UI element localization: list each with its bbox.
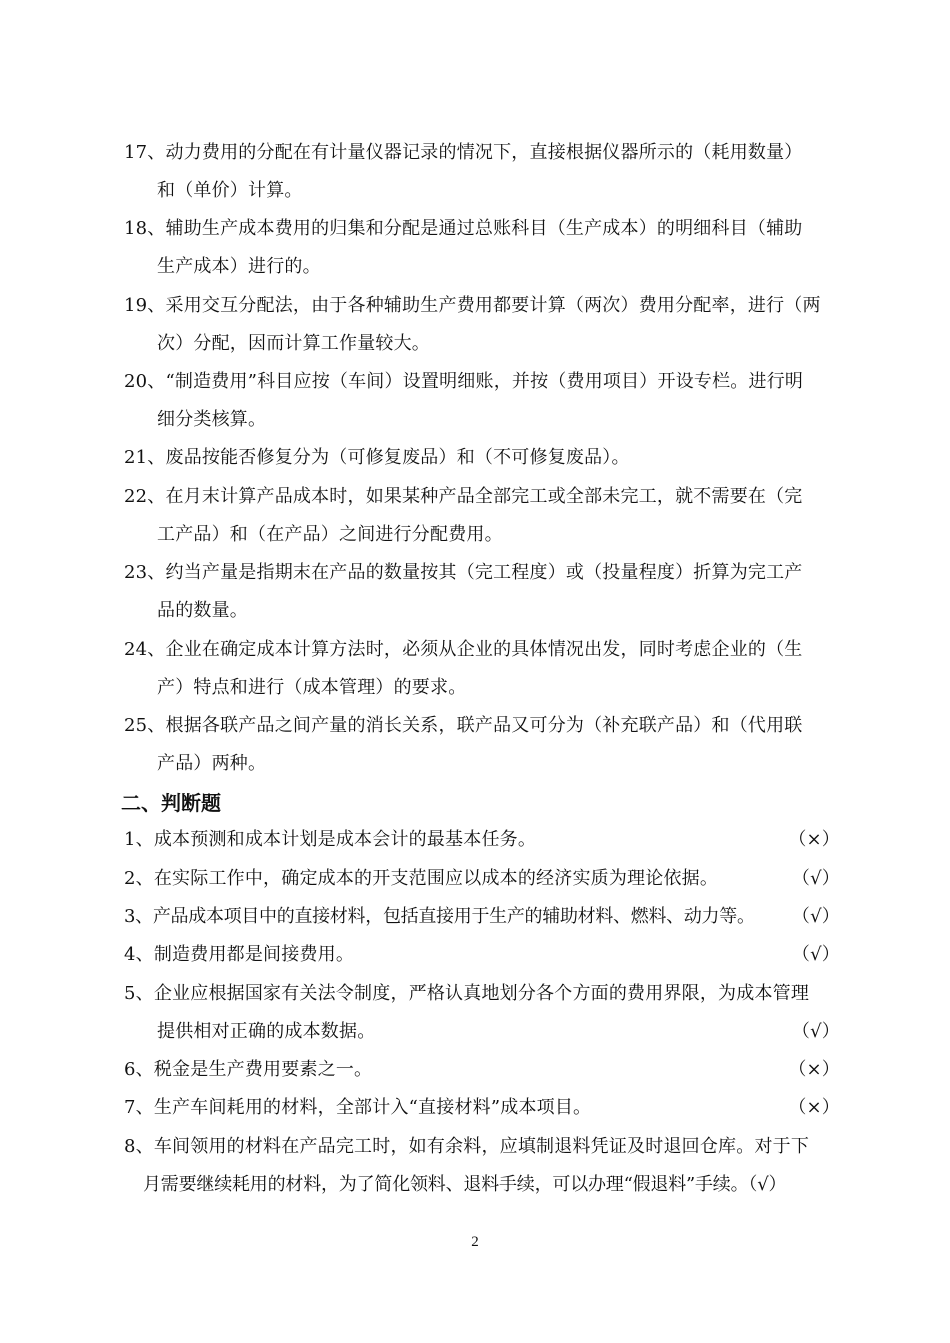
judgment-item-3 xyxy=(124,904,840,930)
judgment-item-text: 7、生产车间耗用的材料，全部计入“直接材料”成本项目。 xyxy=(124,1097,592,1118)
item-23-line-2: 品的数量。 xyxy=(157,600,248,621)
item-20-line-2: 细分类核算。 xyxy=(157,409,267,430)
judgment-item-2 xyxy=(124,866,840,892)
item-24-line-2: 产）特点和进行（成本管理）的要求。 xyxy=(157,677,467,698)
judgment-item-8-line-1: 8、车间领用的材料在产品完工时，如有余料，应填制退料凭证及时退回仓库。对于下 xyxy=(124,1136,810,1157)
judgment-item-5-line-2 xyxy=(157,1019,840,1045)
section-title-judgment: 二、判断题 xyxy=(121,791,221,815)
item-22-line-1: 22、在月末计算产品成本时，如果某种产品全部完工或全部未完工，就不需要在（完 xyxy=(124,486,803,507)
judgment-item-text: 6、税金是生产费用要素之一。 xyxy=(124,1059,373,1080)
judgment-item-7 xyxy=(124,1095,840,1121)
item-19-line-1: 19、采用交互分配法，由于各种辅助生产费用都要计算（两次）费用分配率，进行（两 xyxy=(124,295,821,316)
judgment-item-6 xyxy=(124,1057,840,1083)
page-number: 2 xyxy=(471,1234,479,1250)
judgment-answer: （√） xyxy=(791,1021,840,1042)
item-23-line-1: 23、约当产量是指期末在产品的数量按其（完工程度）或（投量程度）折算为完工产 xyxy=(124,562,803,583)
judgment-answer: （×） xyxy=(788,829,840,850)
judgment-item-1 xyxy=(124,827,840,853)
judgment-answer: （×） xyxy=(788,1097,840,1118)
item-18-line-2: 生产成本）进行的。 xyxy=(157,256,321,277)
judgment-item-text: 提供相对正确的成本数据。 xyxy=(157,1021,376,1042)
judgment-item-text: 4、制造费用都是间接费用。 xyxy=(124,944,355,965)
judgment-answer: （√） xyxy=(791,868,840,889)
judgment-item-text: 2、在实际工作中，确定成本的开支范围应以成本的经济实质为理论依据。 xyxy=(124,868,719,889)
judgment-item-5-line-1: 5、企业应根据国家有关法令制度，严格认真地划分各个方面的费用界限，为成本管理 xyxy=(124,983,810,1004)
judgment-item-text: 3、产品成本项目中的直接材料，包括直接用于生产的辅助材料、燃料、动力等。 xyxy=(124,906,755,927)
item-19-line-2: 次）分配，因而计算工作量较大。 xyxy=(157,333,430,354)
item-20-line-1: 20、“制造费用”科目应按（车间）设置明细账，并按（费用项目）开设专栏。进行明 xyxy=(124,371,804,392)
item-24-line-1: 24、企业在确定成本计算方法时，必须从企业的具体情况出发，同时考虑企业的（生 xyxy=(124,639,803,660)
item-25-line-2: 产品）两种。 xyxy=(157,753,267,774)
item-21-line-1: 21、废品按能否修复分为（可修复废品）和（不可修复废品）。 xyxy=(124,447,630,468)
judgment-item-4 xyxy=(124,942,840,968)
judgment-item-text: 1、成本预测和成本计划是成本会计的最基本任务。 xyxy=(124,829,537,850)
item-22-line-2: 工产品）和（在产品）之间进行分配费用。 xyxy=(157,524,503,545)
judgment-answer: （√） xyxy=(791,906,840,927)
item-18-line-1: 18、辅助生产成本费用的归集和分配是通过总账科目（生产成本）的明细科目（辅助 xyxy=(124,218,803,239)
judgment-answer: （√） xyxy=(791,944,840,965)
judgment-item-8-line-2: 月需要继续耗用的材料，为了简化领料、退料手续，可以办理“假退料”手续。（√） xyxy=(143,1174,787,1195)
item-17-line-1: 17、动力费用的分配在有计量仪器记录的情况下，直接根据仪器所示的（耗用数量） xyxy=(124,142,803,163)
item-17-line-2: 和（单价）计算。 xyxy=(157,180,303,201)
judgment-answer: （×） xyxy=(788,1059,840,1080)
item-25-line-1: 25、根据各联产品之间产量的消长关系，联产品又可分为（补充联产品）和（代用联 xyxy=(124,715,803,736)
